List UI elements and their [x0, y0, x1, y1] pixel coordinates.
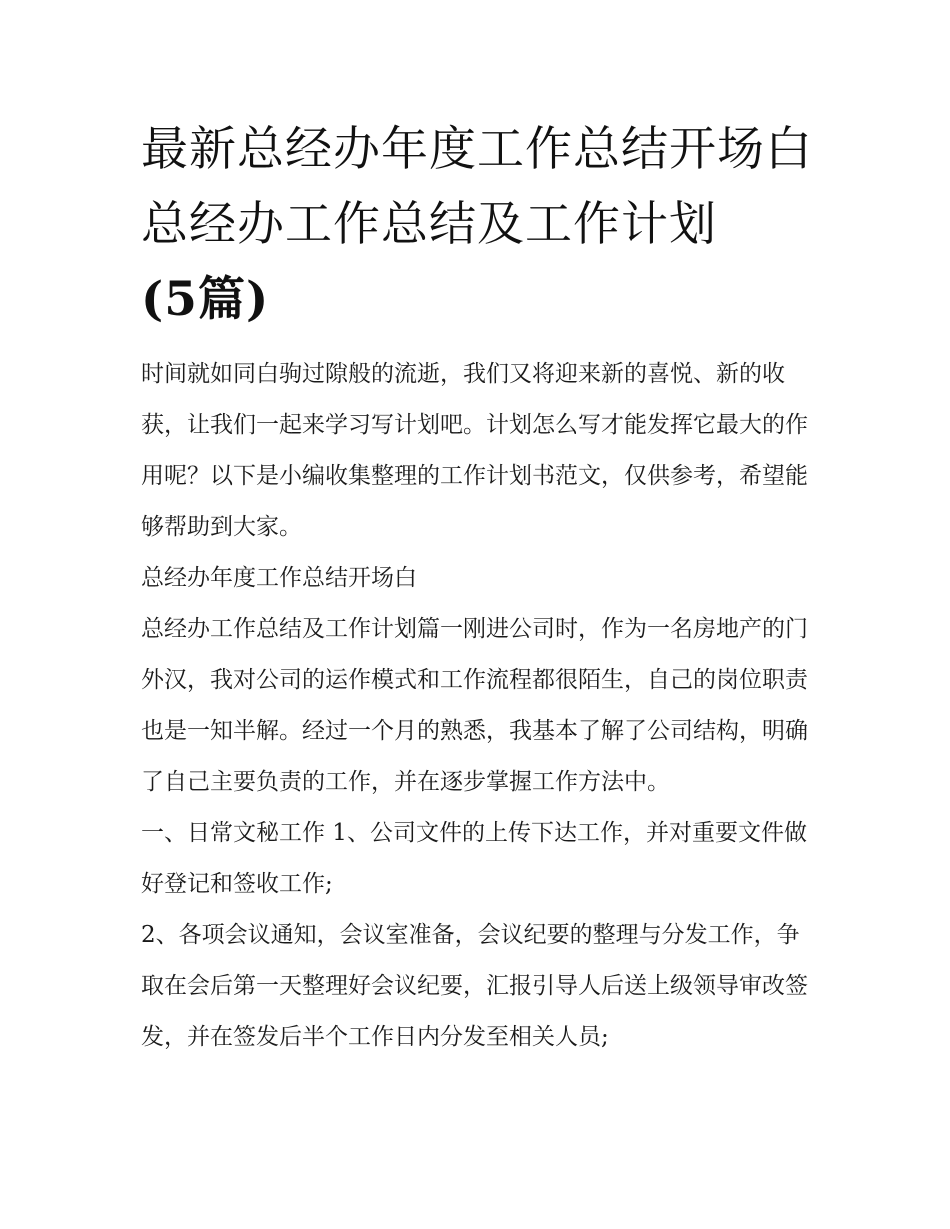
title-suffix: (5篇)	[141, 272, 270, 327]
document-body	[141, 349, 821, 1063]
section-heading: 总经办年度工作总结开场白	[141, 565, 417, 591]
body-paragraph: 总经办工作总结及工作计划篇一刚进公司时，作为一名房地产的门外汉，我对公司的运作模式和工作流程都很陌生，自己的岗位职责也是一知半解。经过一个月的熟悉，我基本了解了公司结构，明确了自己主要负责的工作，并在逐步掌握工作方法中。	[141, 616, 808, 795]
title-main: 最新总经办年度工作总结开场白 总经办工作总结及工作计划	[141, 122, 813, 252]
list-item: 一、日常文秘工作 1、公司文件的上传下达工作，并对重要文件做好登记和签收工作;	[141, 820, 807, 897]
document-content	[141, 112, 821, 1063]
list-item: 2、各项会议通知，会议室准备，会议纪要的整理与分发工作，争取在会后第一天整理好会议纪要，汇报引导人后送上级领导审改签发，并在签发后半个工作日内分发至相关人员;	[141, 922, 808, 1050]
intro-paragraph: 时间就如同白驹过隙般的流逝，我们又将迎来新的喜悦、新的收获，让我们一起来学习写计划吧。计划怎么写才能发挥它最大的作用呢？以下是小编收集整理的工作计划书范文，仅供参考，希望能够帮助到大家。	[141, 361, 808, 540]
document-title	[141, 112, 821, 337]
